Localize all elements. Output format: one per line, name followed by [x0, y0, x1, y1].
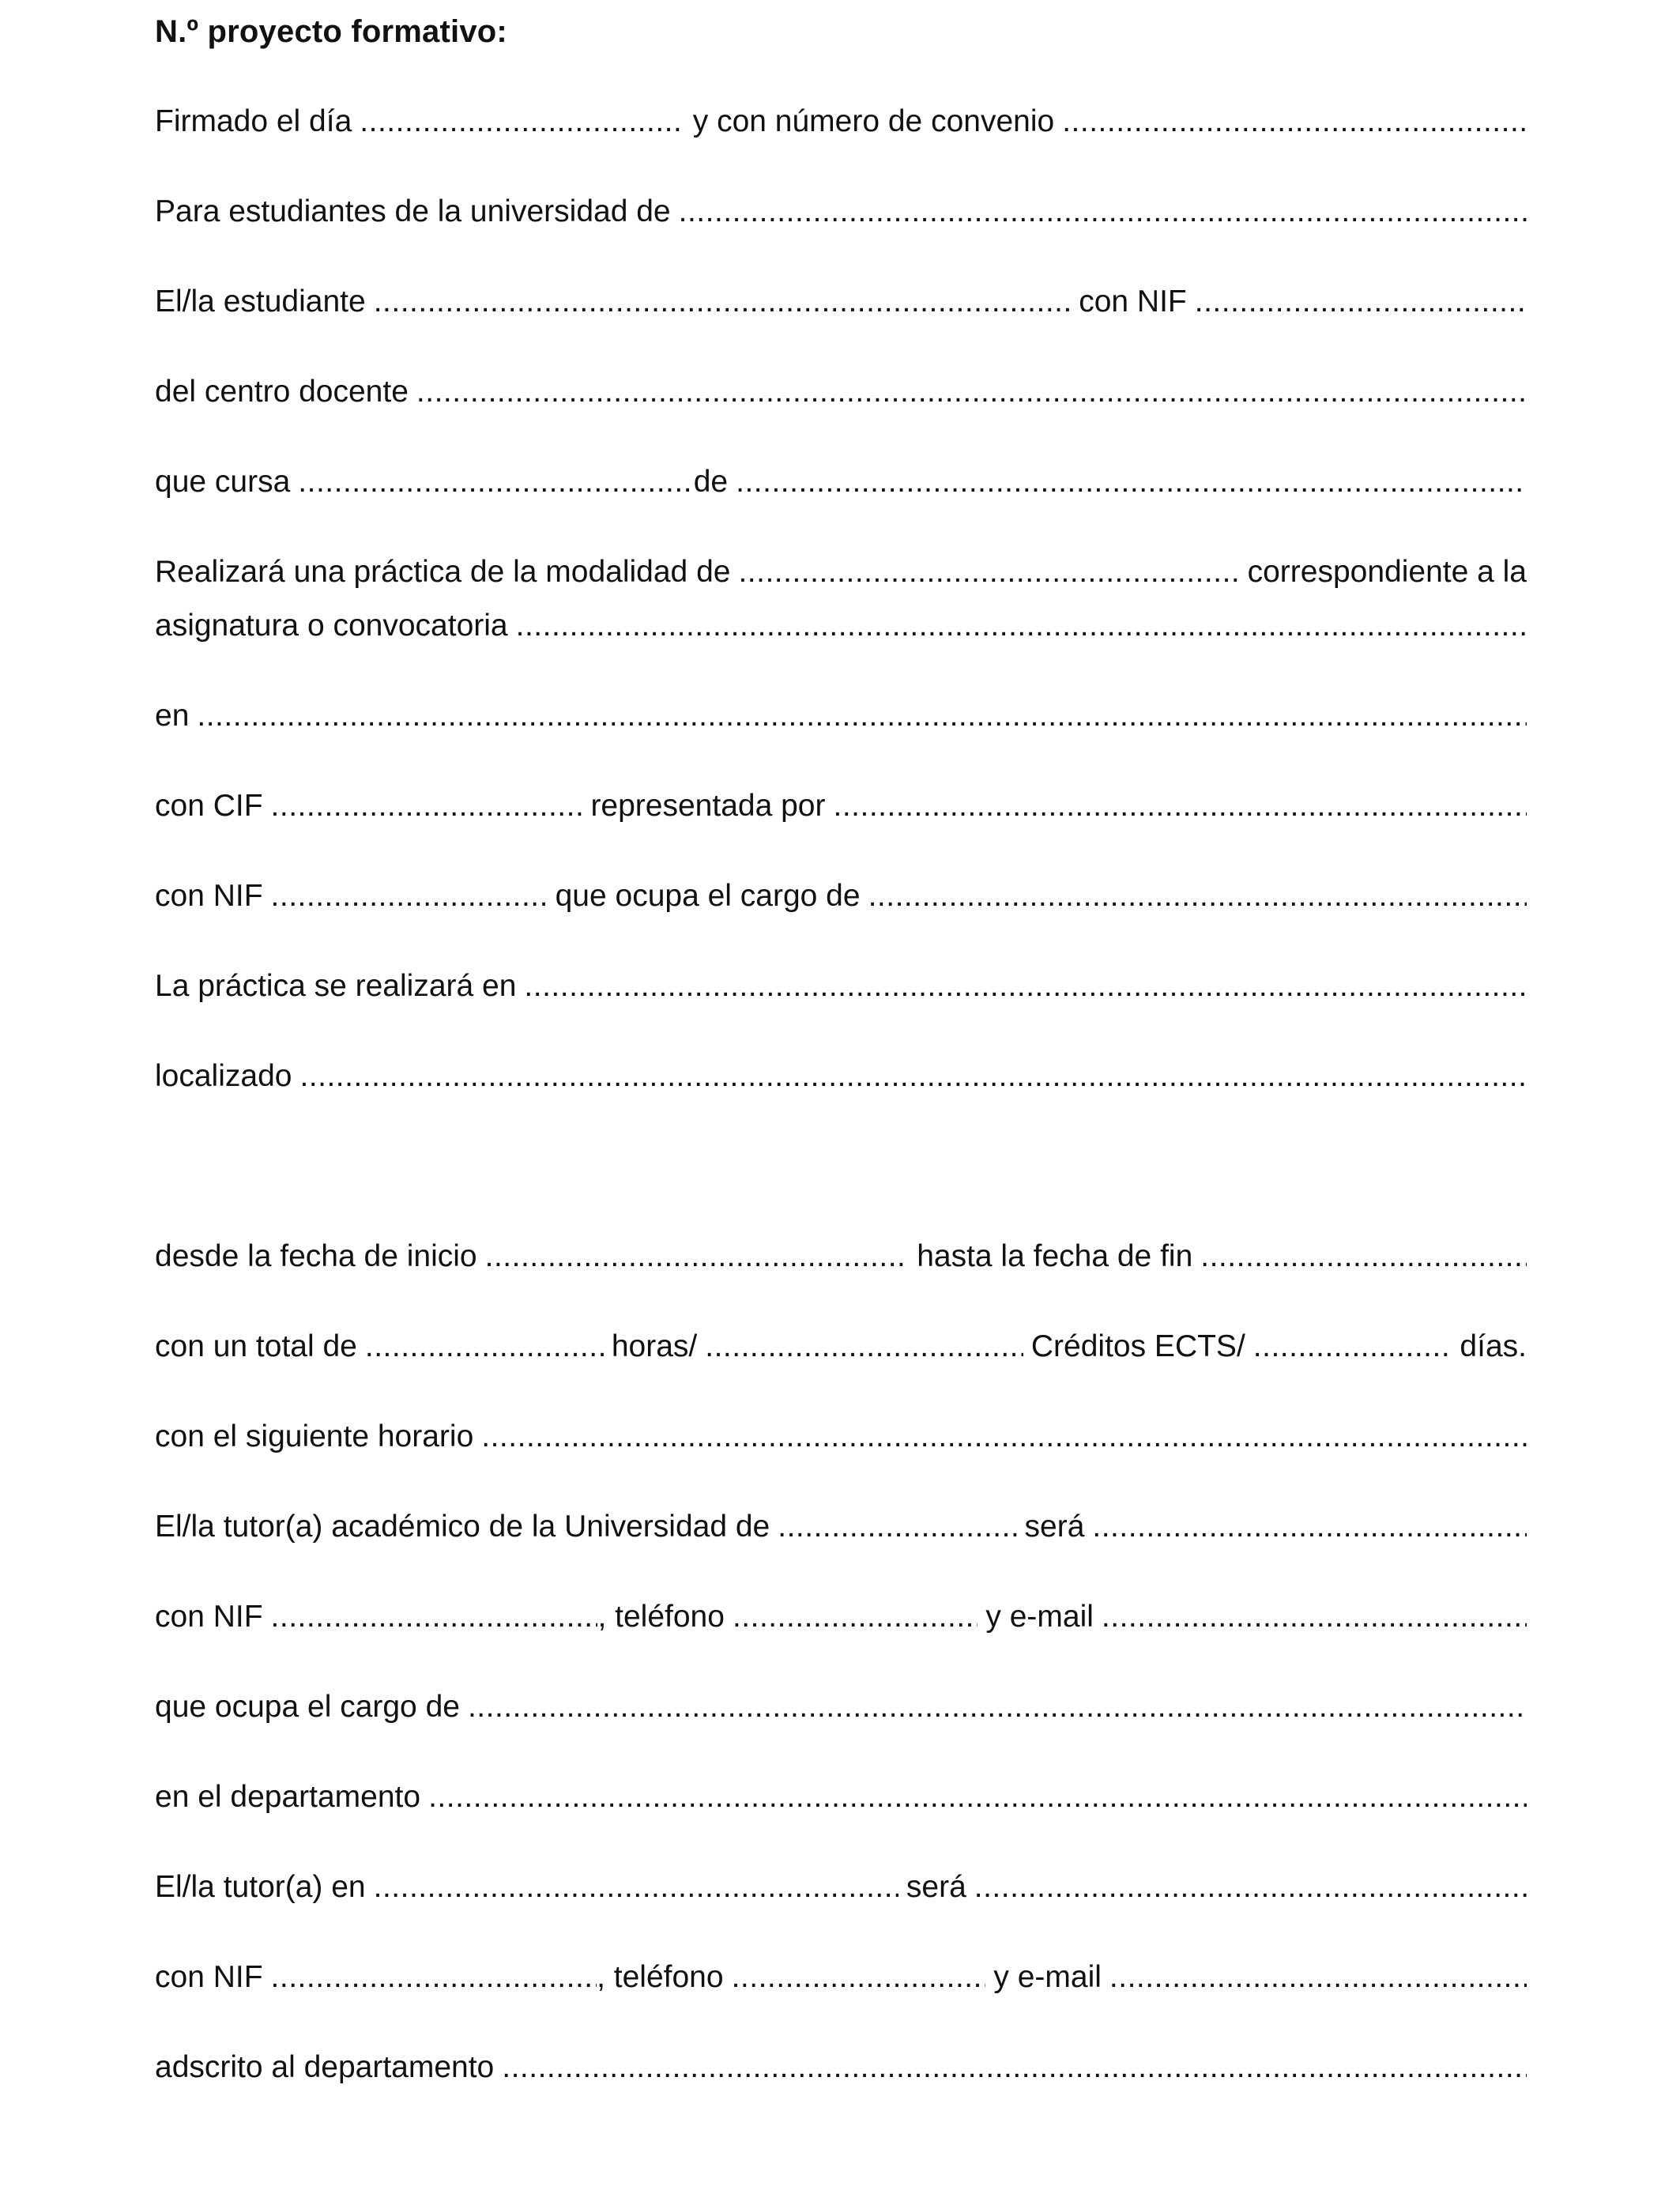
label-nif-representante: con NIF: [155, 879, 263, 913]
field-modalidad[interactable]: [738, 550, 1239, 594]
line-tutor-entidad: [155, 1865, 1527, 1909]
field-localizado[interactable]: [299, 1054, 1527, 1099]
label-lugar: La práctica se realizará en: [155, 969, 517, 1003]
field-cargo[interactable]: [468, 1685, 1527, 1729]
label-en: en: [155, 699, 190, 733]
line-departamento: [155, 1775, 1527, 1819]
line-firmado: [155, 100, 1527, 144]
field-telefono-academico[interactable]: [733, 1595, 977, 1639]
line-universidad: [155, 190, 1527, 234]
field-fecha-firma[interactable]: [360, 100, 684, 144]
label-fecha-inicio: desde la fecha de inicio: [155, 1239, 477, 1273]
label-telefono-academico: , teléfono: [597, 1600, 725, 1634]
label-fecha-fin: hasta la fecha de fin: [917, 1239, 1193, 1273]
line-adscrito: [155, 2045, 1527, 2090]
label-horas: horas/: [611, 1329, 698, 1363]
line-localizado: [155, 1054, 1527, 1099]
label-firmado-dia: Firmado el día: [155, 104, 352, 138]
label-nif-tutor-entidad: con NIF: [155, 1960, 263, 1994]
label-horario: con el siguiente horario: [155, 1419, 474, 1453]
line-tutor-entidad-contacto: [155, 1955, 1527, 2000]
label-cargo: que ocupa el cargo de: [155, 1690, 460, 1724]
field-entidad[interactable]: [197, 694, 1527, 738]
field-representante[interactable]: [833, 784, 1527, 828]
line-nif-cargo: [155, 874, 1527, 918]
label-localizado: localizado: [155, 1059, 292, 1093]
form-title: N.º proyecto formativo:: [155, 14, 507, 49]
field-telefono-entidad[interactable]: [732, 1955, 986, 2000]
label-representada-por: representada por: [590, 789, 826, 823]
line-lugar: [155, 964, 1527, 1008]
line-cursa: [155, 460, 1527, 504]
label-modalidad: Realizará una práctica de la modalidad de: [155, 555, 731, 589]
field-centro[interactable]: [416, 370, 1527, 414]
field-cif[interactable]: [271, 784, 583, 828]
line-cargo: [155, 1685, 1527, 1729]
label-estudiante: El/la estudiante: [155, 285, 366, 319]
label-dias: días.: [1460, 1329, 1527, 1363]
field-tutor-academico[interactable]: [1092, 1505, 1527, 1549]
label-sera-entidad: será: [906, 1870, 966, 1904]
field-adscrito[interactable]: [502, 2045, 1527, 2090]
label-adscrito: adscrito al departamento: [155, 2050, 495, 2084]
line-fechas: [155, 1235, 1527, 1279]
line-cif: [155, 784, 1527, 828]
line-centro: [155, 370, 1527, 414]
label-centro: del centro docente: [155, 375, 409, 409]
field-horario[interactable]: [481, 1415, 1527, 1459]
label-telefono-entidad: , teléfono: [597, 1960, 724, 1994]
field-departamento[interactable]: [428, 1775, 1527, 1819]
line-en: [155, 694, 1527, 738]
field-email-entidad[interactable]: [1109, 1955, 1527, 2000]
label-total: con un total de: [155, 1329, 357, 1363]
line-total: [155, 1325, 1527, 1369]
field-tutor-entidad[interactable]: [974, 1865, 1527, 1909]
label-nif-tutor-academico: con NIF: [155, 1600, 263, 1634]
field-fecha-fin[interactable]: [1200, 1235, 1527, 1279]
label-tutor-academico: El/la tutor(a) académico de la Universidad de: [155, 1510, 770, 1544]
label-cursa: que cursa: [155, 465, 291, 499]
field-nif-representante[interactable]: [271, 874, 548, 918]
label-estudiante-nif: con NIF: [1079, 285, 1187, 319]
line-tutor-academico: [155, 1505, 1527, 1549]
field-dias[interactable]: [1253, 1325, 1452, 1369]
field-fecha-inicio[interactable]: [485, 1235, 910, 1279]
line-estudiante: [155, 280, 1527, 324]
label-numero-convenio: y con número de convenio: [692, 104, 1055, 138]
label-de: de: [693, 465, 729, 499]
field-estudiante-nif[interactable]: [1195, 280, 1527, 324]
label-email-academico: y e-mail: [985, 1600, 1094, 1634]
field-universidad-tutor[interactable]: [778, 1505, 1016, 1549]
label-sera-academico: será: [1024, 1510, 1085, 1544]
label-cif: con CIF: [155, 789, 263, 823]
label-tutor-entidad: El/la tutor(a) en: [155, 1870, 366, 1904]
label-correspondiente: correspondiente a la: [1247, 555, 1527, 589]
line-horario: [155, 1415, 1527, 1459]
field-email-academico[interactable]: [1102, 1595, 1527, 1639]
label-departamento: en el departamento: [155, 1780, 421, 1814]
field-nif-tutor-entidad[interactable]: [271, 1955, 597, 2000]
label-asignatura: asignatura o convocatoria: [155, 609, 508, 643]
line-modalidad: [155, 550, 1527, 594]
field-numero-convenio[interactable]: [1062, 100, 1527, 144]
line-tutor-academico-contacto: [155, 1595, 1527, 1639]
field-horas[interactable]: [365, 1325, 604, 1369]
line-asignatura: [155, 604, 1527, 648]
field-nif-tutor-academico[interactable]: [271, 1595, 598, 1639]
field-cargo-representante[interactable]: [868, 874, 1527, 918]
label-creditos: Créditos ECTS/: [1030, 1329, 1245, 1363]
field-universidad[interactable]: [679, 190, 1527, 234]
field-entidad-tutor[interactable]: [374, 1865, 898, 1909]
field-lugar[interactable]: [524, 964, 1527, 1008]
label-cargo-representante: que ocupa el cargo de: [555, 879, 861, 913]
field-estudiante[interactable]: [374, 280, 1072, 324]
field-asignatura[interactable]: [516, 604, 1527, 648]
field-titulacion[interactable]: [736, 460, 1527, 504]
field-curso[interactable]: [298, 460, 693, 504]
label-email-entidad: y e-mail: [993, 1960, 1102, 1994]
label-universidad: Para estudiantes de la universidad de: [155, 194, 671, 228]
field-creditos[interactable]: [705, 1325, 1023, 1369]
